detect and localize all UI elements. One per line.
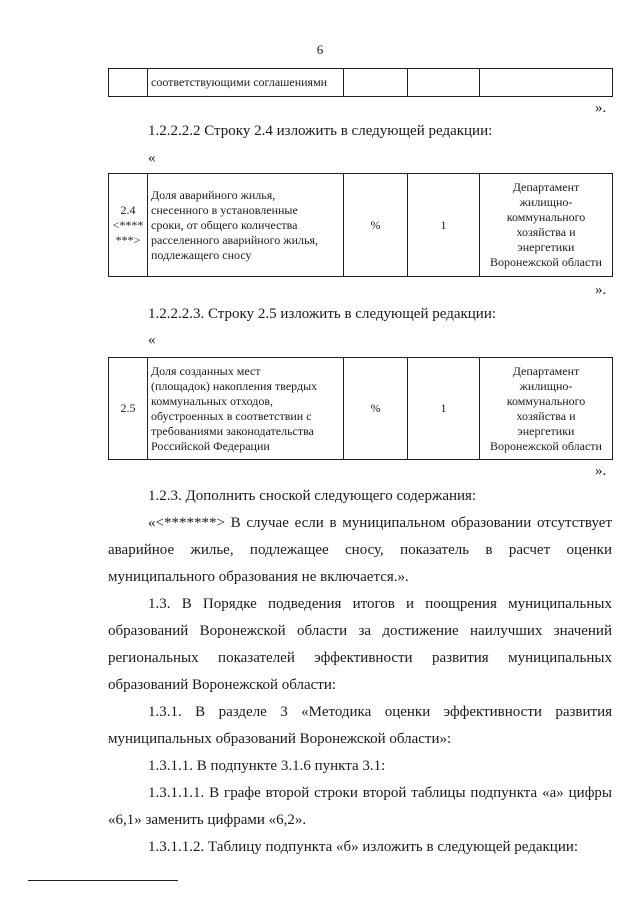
table-continuation <box>108 68 613 97</box>
cell-value: 1 <box>408 358 480 460</box>
paragraph-1-3-1-1-1-line: 1.3.1.1.1. В графе второй строки второй таблицы подпункта «а» цифры <box>148 785 612 801</box>
paragraph-1-3-1-line: муниципальных образований Воронежской области»: <box>108 731 452 747</box>
table-cell <box>344 69 408 97</box>
cell-value: 1 <box>408 174 480 277</box>
paragraph-1-2-3: 1.2.3. Дополнить сноской следующего содержания: <box>148 488 477 504</box>
cell-number: 2.5 <box>109 358 148 460</box>
table-row-2-4 <box>108 173 613 277</box>
table-row-2-5 <box>108 357 613 460</box>
paragraph-1-3-1-1: 1.3.1.1. В подпункте 3.1.6 пункта 3.1: <box>148 758 386 774</box>
table-cell <box>480 69 613 97</box>
footnote-line: муниципального образования не включается.». <box>108 569 409 585</box>
closing-quote: ». <box>595 282 607 298</box>
cell-responsible: Департамент жилищно- коммунального хозяйства и энергетики Воронежской области <box>480 174 613 277</box>
footnote-line: аварийное жилье, подлежащее сносу, показатель в расчет оценки <box>108 542 612 558</box>
paragraph-1-3-1-line: 1.3.1. В разделе 3 «Методика оценки эффективности развития <box>148 704 612 720</box>
paragraph-1-3-line: 1.3. В Порядке подведения итогов и поощрения муниципальных <box>148 596 612 612</box>
cell-indicator-name: Доля аварийного жилья, снесенного в установленные сроки, от общего количества расселенного аварийного жилья, подлежащего сносу <box>148 174 344 277</box>
heading-row-2-5: 1.2.2.2.3. Строку 2.5 изложить в следующей редакции: <box>148 306 497 322</box>
paragraph-1-3-line: образований Воронежской области за достижение наилучших значений <box>108 623 612 639</box>
footnote-separator <box>28 880 178 881</box>
paragraph-1-3-1-1-2: 1.3.1.1.2. Таблицу подпункта «б» изложить в следующей редакции: <box>148 839 579 855</box>
heading-row-2-4: 1.2.2.2.2 Строку 2.4 изложить в следующей редакции: <box>148 123 493 139</box>
footnote-line: «<*******> В случае если в муниципальном образовании отсутствует <box>148 515 612 531</box>
opening-quote: « <box>148 332 156 348</box>
closing-quote: ». <box>595 100 607 116</box>
paragraph-1-3-line: образований Воронежской области: <box>108 677 337 693</box>
cell-unit: % <box>344 358 408 460</box>
closing-quote: ». <box>595 463 607 479</box>
cell-responsible: Департамент жилищно- коммунального хозяйства и энергетики Воронежской области <box>480 358 613 460</box>
cell-indicator-name: Доля созданных мест (площадок) накопления твердых коммунальных отходов, обустроенных в соответствии с требованиями законодательства Российской Федерации <box>148 358 344 460</box>
table-cell <box>109 69 148 97</box>
cell-number: 2.4 <**** ***> <box>109 174 148 277</box>
paragraph-1-3-line: региональных показателей эффективности развития муниципальных <box>108 650 612 666</box>
table-cell: соответствующими соглашениями <box>148 69 344 97</box>
table-cell <box>408 69 480 97</box>
paragraph-1-3-1-1-1-line: «6,1» заменить цифрами «6,2». <box>108 812 307 828</box>
page-number: 6 <box>316 42 324 57</box>
cell-unit: % <box>344 174 408 277</box>
opening-quote: « <box>148 150 156 166</box>
